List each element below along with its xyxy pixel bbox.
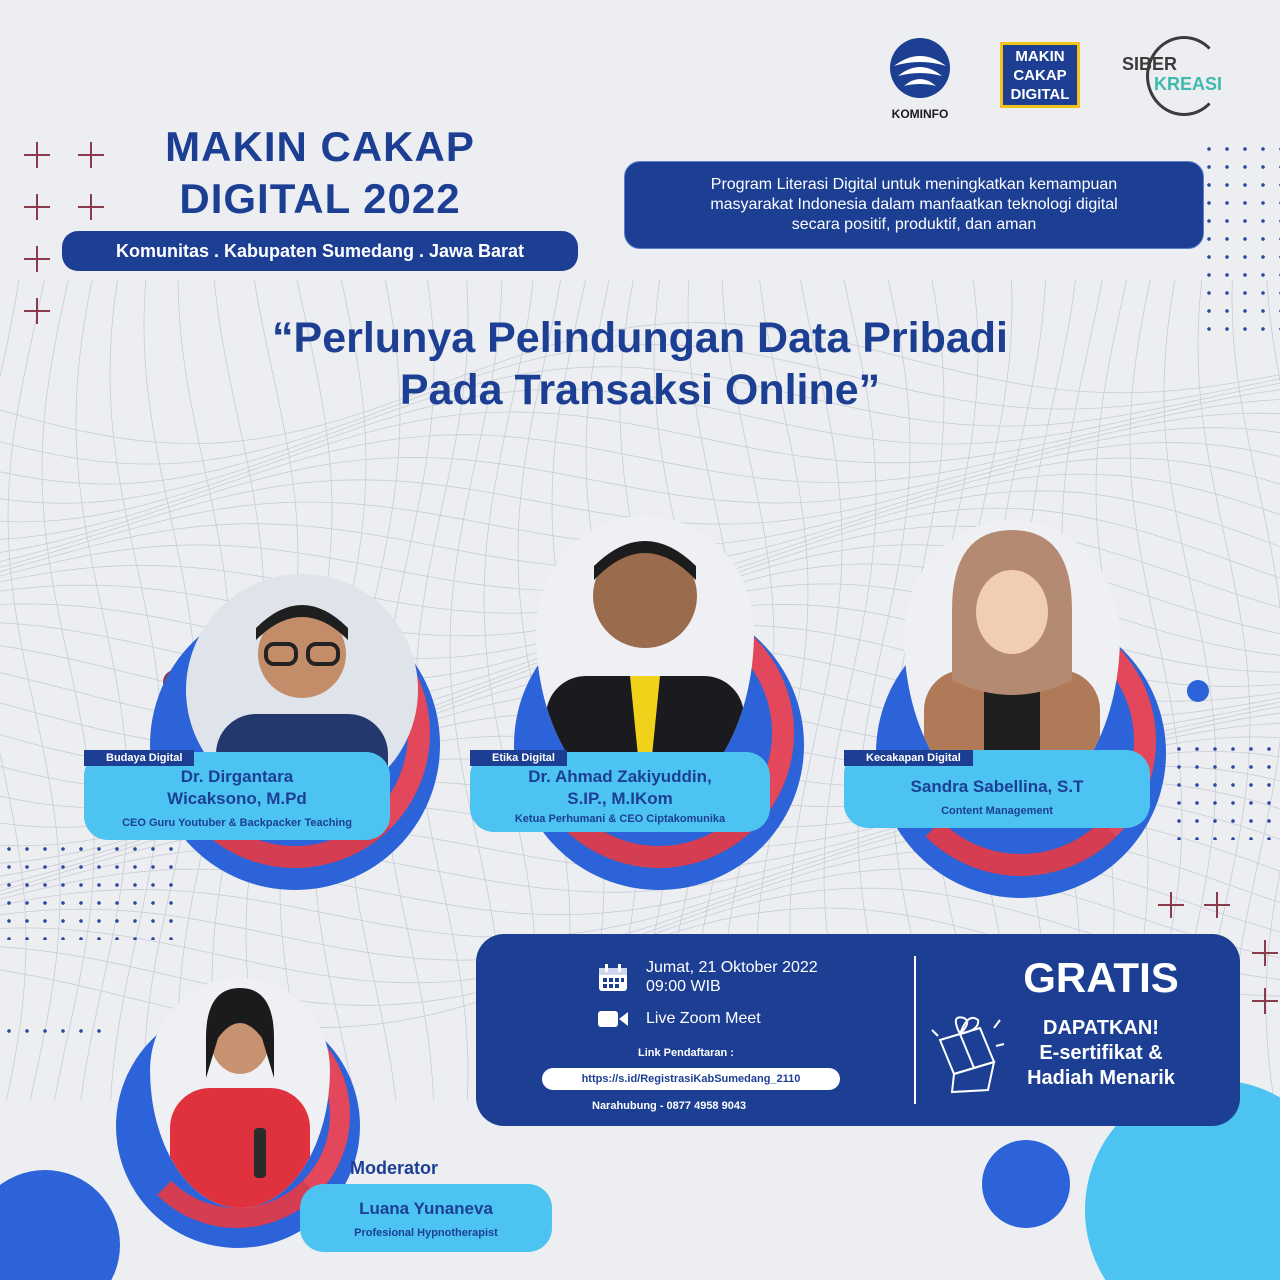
speaker-role: Ketua Perhumani & CEO Ciptakomunika	[514, 813, 726, 825]
benefit-line: DAPATKAN!	[1043, 1017, 1159, 1039]
registration-link[interactable]: https://s.id/RegistrasiKabSumedang_2110	[542, 1068, 840, 1090]
calendar-icon	[598, 964, 628, 992]
kominfo-logo	[880, 36, 960, 121]
decor-dots	[1170, 740, 1280, 840]
speaker-name: Dr. Ahmad Zakiyuddin,	[528, 767, 712, 786]
benefit-line: E-sertifikat &	[1039, 1042, 1163, 1064]
event-date: Jumat, 21 Oktober 2022	[646, 959, 818, 976]
video-camera-icon	[598, 1010, 628, 1028]
decor-plus	[78, 142, 104, 168]
benefit-line: Hadiah Menarik	[1027, 1067, 1175, 1089]
decor-plus	[24, 194, 50, 220]
event-divider	[914, 956, 916, 1104]
benefit-text	[996, 1016, 1206, 1091]
decor-circle	[1187, 680, 1209, 702]
topic-line1: “Perlunya Pelindungan Data Pribadi	[272, 314, 1008, 362]
moderator-name: Luana Yunaneva	[359, 1199, 493, 1218]
decor-circle	[982, 1140, 1070, 1228]
siberkreasi-text-ber: BER	[1139, 54, 1178, 74]
decor-plus	[1252, 988, 1278, 1014]
speaker-name: Dr. Dirgantara	[180, 767, 294, 786]
speaker-role: Content Management	[941, 805, 1053, 817]
moderator-info-box	[300, 1184, 552, 1252]
speaker-name: S.IP., M.IKom	[567, 789, 673, 808]
decor-plus	[24, 246, 50, 272]
mcd-logo-line: CAKAP	[1013, 67, 1067, 84]
speaker-category-tag: Kecakapan Digital	[844, 750, 973, 766]
kominfo-logo-text: KOMINFO	[891, 107, 949, 121]
siberkreasi-text-kreasi: KREASI	[1154, 74, 1223, 94]
program-description-box	[624, 161, 1204, 249]
program-text-line: masyarakat Indonesia dalam manfaatkan teknologi digital	[710, 196, 1118, 213]
speaker-role: CEO Guru Youtuber & Backpacker Teaching	[122, 817, 352, 829]
event-subtitle-pill: Komunitas . Kabupaten Sumedang . Jawa Barat	[62, 231, 578, 271]
registration-link-label: Link Pendaftaran :	[638, 1047, 734, 1059]
mcd-logo-line: DIGITAL	[1010, 86, 1070, 103]
speaker-name: Wicaksono, M.Pd	[167, 789, 307, 808]
topic-line2: Pada Transaksi Online”	[399, 366, 881, 414]
program-text-line: secara positif, produktif, dan aman	[791, 216, 1037, 233]
siberkreasi-text-si: SI	[1122, 54, 1140, 74]
speaker-category-tag: Budaya Digital	[84, 750, 194, 766]
decor-dots	[1200, 140, 1280, 340]
decor-dots	[0, 1022, 110, 1040]
decor-plus	[78, 194, 104, 220]
decor-dots	[0, 840, 180, 940]
event-details-box	[476, 934, 1240, 1126]
event-title-line1: MAKIN CAKAP	[165, 123, 475, 170]
decor-plus	[24, 142, 50, 168]
decor-plus	[1204, 892, 1230, 918]
event-time: 09:00 WIB	[646, 978, 721, 995]
makin-cakap-digital-logo	[1000, 42, 1080, 108]
moderator-label: Moderator	[350, 1158, 439, 1178]
event-platform: Live Zoom Meet	[646, 1010, 761, 1027]
kominfo-emblem-icon	[880, 36, 960, 100]
siberkreasi-logo	[1118, 36, 1228, 118]
speaker-category-tag: Etika Digital	[470, 750, 567, 766]
topic-title	[0, 312, 1280, 416]
contact-info: Narahubung - 0877 4958 9043	[592, 1100, 747, 1112]
program-text-line: Program Literasi Digital untuk meningkatkan kemampuan	[710, 176, 1118, 193]
event-title-line2: DIGITAL 2022	[179, 175, 461, 222]
moderator-role: Profesional Hypnotherapist	[354, 1227, 498, 1239]
mcd-logo-line: MAKIN	[1015, 48, 1065, 65]
decor-plus	[1158, 892, 1184, 918]
speaker-name: Sandra Sabellina, S.T	[910, 777, 1084, 796]
gratis-label: GRATIS	[1023, 954, 1179, 1001]
decor-plus	[1252, 940, 1278, 966]
